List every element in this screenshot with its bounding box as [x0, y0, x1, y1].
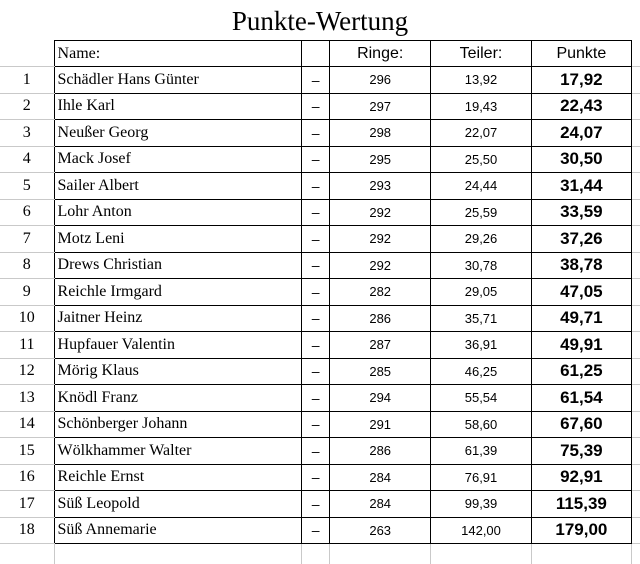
row-number-cell[interactable]: 9 [0, 279, 54, 306]
row-number-cell[interactable]: 17 [0, 491, 54, 518]
ringe-cell[interactable]: 286 [330, 438, 431, 465]
dash-cell[interactable]: – [302, 491, 330, 518]
dash-cell[interactable]: – [302, 464, 330, 491]
table-row [0, 438, 640, 465]
empty-cell[interactable] [632, 252, 640, 279]
results-table [0, 40, 640, 564]
dash-cell[interactable]: – [302, 67, 330, 94]
empty-cell[interactable] [632, 173, 640, 200]
teiler-cell[interactable]: 61,39 [431, 438, 531, 465]
punkte-cell[interactable]: 30,50 [531, 146, 631, 173]
ringe-cell[interactable]: 284 [330, 464, 431, 491]
name-cell[interactable]: Wölkhammer Walter [54, 438, 302, 465]
punkte-cell[interactable]: 61,25 [531, 358, 631, 385]
empty-cell[interactable] [632, 279, 640, 306]
table-row [0, 279, 640, 306]
empty-cell[interactable] [632, 199, 640, 226]
row-number-cell[interactable]: 5 [0, 173, 54, 200]
empty-cell[interactable] [632, 93, 640, 120]
empty-cell[interactable] [632, 146, 640, 173]
dash-cell[interactable]: – [302, 226, 330, 253]
punkte-cell[interactable]: 61,54 [531, 385, 631, 412]
ringe-cell[interactable]: 294 [330, 385, 431, 412]
table-row [0, 358, 640, 385]
empty-cell[interactable] [632, 332, 640, 359]
empty-cell[interactable] [632, 67, 640, 94]
teiler-cell[interactable]: 58,60 [431, 411, 531, 438]
punkte-cell[interactable]: 24,07 [531, 120, 631, 147]
ringe-cell[interactable]: 298 [330, 120, 431, 147]
row-number-header[interactable] [0, 41, 54, 67]
ringe-cell[interactable]: 296 [330, 67, 431, 94]
sheet-title[interactable]: Punkte-Wertung [0, 4, 640, 38]
name-cell[interactable]: Reichle Irmgard [54, 279, 302, 306]
teiler-cell[interactable]: 46,25 [431, 358, 531, 385]
ringe-cell[interactable]: 282 [330, 279, 431, 306]
empty-cell[interactable] [632, 226, 640, 253]
punkte-cell[interactable]: 22,43 [531, 93, 631, 120]
table-row [0, 517, 640, 544]
name-cell[interactable]: Hupfauer Valentin [54, 332, 302, 359]
name-cell[interactable]: Süß Annemarie [54, 517, 302, 544]
ringe-header[interactable]: Ringe: [330, 41, 431, 67]
punkte-cell[interactable]: 67,60 [531, 411, 631, 438]
table-row [0, 491, 640, 518]
table-row [0, 226, 640, 253]
ringe-cell[interactable]: 297 [330, 93, 431, 120]
punkte-cell[interactable]: 49,91 [531, 332, 631, 359]
table-row [0, 146, 640, 173]
punkte-cell[interactable]: 17,92 [531, 67, 631, 94]
punkte-cell[interactable]: 49,71 [531, 305, 631, 332]
table-row [0, 305, 640, 332]
punkte-cell[interactable]: 75,39 [531, 438, 631, 465]
dash-cell[interactable]: – [302, 305, 330, 332]
table-row [0, 464, 640, 491]
teiler-cell[interactable]: 13,92 [431, 67, 531, 94]
dash-cell[interactable]: – [302, 438, 330, 465]
dash-cell[interactable]: – [302, 358, 330, 385]
row-number-cell[interactable]: 16 [0, 464, 54, 491]
row-number-cell[interactable]: 6 [0, 199, 54, 226]
punkte-header[interactable]: Punkte [531, 41, 631, 67]
name-header[interactable]: Name: [54, 41, 302, 67]
name-cell[interactable]: Mack Josef [54, 146, 302, 173]
name-cell[interactable]: Süß Leopold [54, 491, 302, 518]
punkte-cell[interactable]: 37,26 [531, 226, 631, 253]
teiler-cell[interactable]: 76,91 [431, 464, 531, 491]
dash-cell[interactable]: – [302, 279, 330, 306]
row-number-cell[interactable]: 18 [0, 517, 54, 544]
dash-cell[interactable]: – [302, 146, 330, 173]
empty-cell[interactable] [632, 517, 640, 544]
teiler-cell[interactable]: 35,71 [431, 305, 531, 332]
row-number-cell[interactable]: 13 [0, 385, 54, 412]
dash-header[interactable] [302, 41, 330, 67]
ringe-cell[interactable]: 293 [330, 173, 431, 200]
teiler-cell[interactable]: 99,39 [431, 491, 531, 518]
name-cell[interactable]: Ihle Karl [54, 93, 302, 120]
dash-cell[interactable]: – [302, 332, 330, 359]
name-cell[interactable]: Lohr Anton [54, 199, 302, 226]
teiler-cell[interactable]: 30,78 [431, 252, 531, 279]
ringe-cell[interactable]: 292 [330, 226, 431, 253]
ringe-cell[interactable]: 292 [330, 199, 431, 226]
name-cell[interactable]: Sailer Albert [54, 173, 302, 200]
empty-cell[interactable] [632, 438, 640, 465]
row-number-cell[interactable]: 2 [0, 93, 54, 120]
empty-cell[interactable] [632, 411, 640, 438]
row-number-cell[interactable]: 8 [0, 252, 54, 279]
teiler-cell[interactable]: 36,91 [431, 332, 531, 359]
table-row [0, 332, 640, 359]
row-number-cell[interactable]: 3 [0, 120, 54, 147]
dash-cell[interactable]: – [302, 252, 330, 279]
ringe-cell[interactable]: 295 [330, 146, 431, 173]
punkte-cell[interactable]: 31,44 [531, 173, 631, 200]
row-number-cell[interactable]: 10 [0, 305, 54, 332]
row-number-cell[interactable]: 7 [0, 226, 54, 253]
empty-cell[interactable] [632, 41, 640, 67]
table-row [0, 93, 640, 120]
teiler-cell[interactable]: 55,54 [431, 385, 531, 412]
dash-cell[interactable]: – [302, 411, 330, 438]
name-cell[interactable]: Knödl Franz [54, 385, 302, 412]
row-number-cell[interactable]: 11 [0, 332, 54, 359]
name-cell[interactable]: Reichle Ernst [54, 464, 302, 491]
table-row [0, 67, 640, 94]
ringe-cell[interactable]: 285 [330, 358, 431, 385]
punkte-cell[interactable]: 33,59 [531, 199, 631, 226]
row-number-cell[interactable]: 1 [0, 67, 54, 94]
name-cell[interactable]: Schädler Hans Günter [54, 67, 302, 94]
teiler-cell[interactable]: 142,00 [431, 517, 531, 544]
ringe-cell[interactable]: 291 [330, 411, 431, 438]
dash-cell[interactable]: – [302, 385, 330, 412]
row-number-cell[interactable]: 12 [0, 358, 54, 385]
table-row [0, 411, 640, 438]
table-row [0, 120, 640, 147]
row-number-cell[interactable]: 4 [0, 146, 54, 173]
ringe-cell[interactable]: 284 [330, 491, 431, 518]
empty-cell[interactable] [632, 120, 640, 147]
empty-cell[interactable] [632, 491, 640, 518]
table-row [0, 173, 640, 200]
ringe-cell[interactable]: 286 [330, 305, 431, 332]
ringe-cell[interactable]: 292 [330, 252, 431, 279]
punkte-cell[interactable]: 115,39 [531, 491, 631, 518]
name-cell[interactable]: Mörig Klaus [54, 358, 302, 385]
teiler-cell[interactable]: 24,44 [431, 173, 531, 200]
punkte-cell[interactable]: 38,78 [531, 252, 631, 279]
punkte-cell[interactable]: 179,00 [531, 517, 631, 544]
teiler-header[interactable]: Teiler: [431, 41, 531, 67]
row-number-cell[interactable]: 14 [0, 411, 54, 438]
name-cell[interactable]: Drews Christian [54, 252, 302, 279]
dash-cell[interactable]: – [302, 93, 330, 120]
teiler-cell[interactable]: 29,26 [431, 226, 531, 253]
ringe-cell[interactable]: 287 [330, 332, 431, 359]
dash-cell[interactable]: – [302, 120, 330, 147]
teiler-cell[interactable]: 22,07 [431, 120, 531, 147]
empty-cell[interactable] [632, 305, 640, 332]
teiler-cell[interactable]: 25,59 [431, 199, 531, 226]
name-cell[interactable]: Jaitner Heinz [54, 305, 302, 332]
teiler-cell[interactable]: 19,43 [431, 93, 531, 120]
dash-cell[interactable]: – [302, 517, 330, 544]
name-cell[interactable]: Motz Leni [54, 226, 302, 253]
empty-cell[interactable] [632, 464, 640, 491]
punkte-cell[interactable]: 47,05 [531, 279, 631, 306]
teiler-cell[interactable]: 29,05 [431, 279, 531, 306]
ringe-cell[interactable]: 263 [330, 517, 431, 544]
table-row [0, 252, 640, 279]
header-row [0, 41, 640, 67]
teiler-cell[interactable]: 25,50 [431, 146, 531, 173]
name-cell[interactable]: Schönberger Johann [54, 411, 302, 438]
empty-cell[interactable] [632, 385, 640, 412]
name-cell[interactable]: Neußer Georg [54, 120, 302, 147]
dash-cell[interactable]: – [302, 199, 330, 226]
empty-cell[interactable] [632, 358, 640, 385]
table-row [0, 199, 640, 226]
row-number-cell[interactable]: 15 [0, 438, 54, 465]
table-row [0, 385, 640, 412]
punkte-cell[interactable]: 92,91 [531, 464, 631, 491]
dash-cell[interactable]: – [302, 173, 330, 200]
